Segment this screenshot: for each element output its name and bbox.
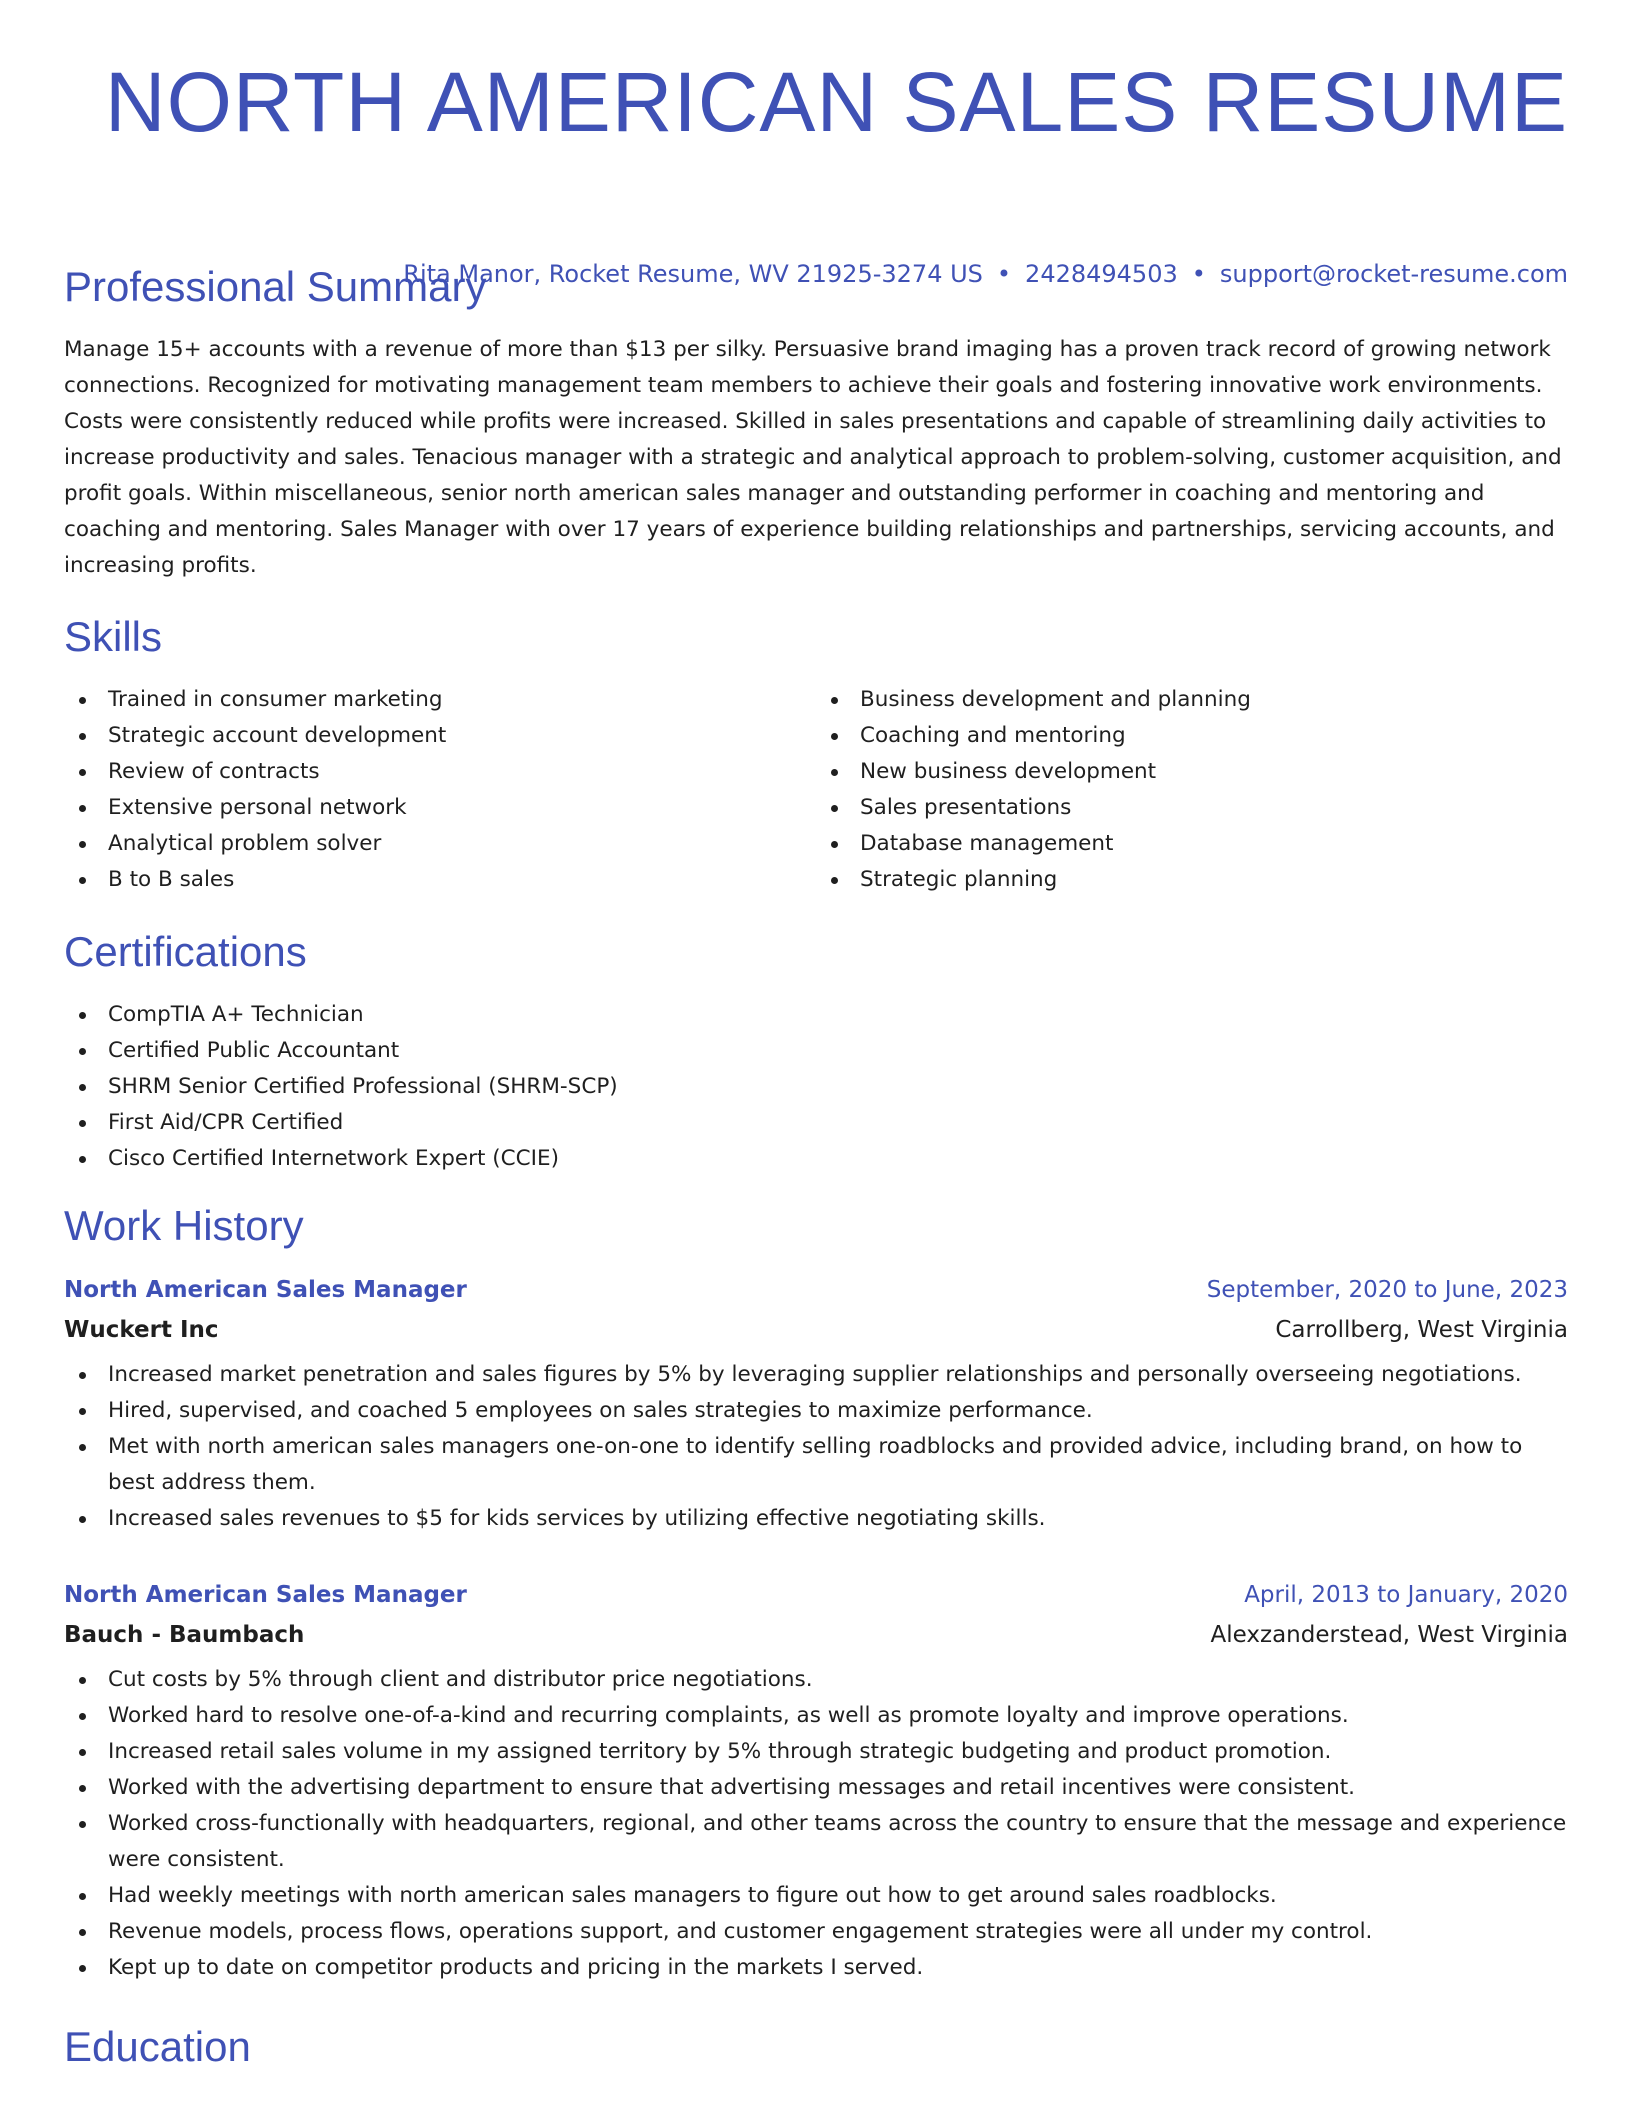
contact-separator: • <box>1191 260 1206 288</box>
job-entry <box>64 1275 1568 1537</box>
list-item: Coaching and mentoring <box>816 718 1568 754</box>
summary-heading: Professional Summary <box>64 263 487 310</box>
list-item: Sales presentations <box>816 790 1568 826</box>
contact-address: Rita Manor, Rocket Resume, WV 21925-3274 US <box>403 260 983 288</box>
job-subheader <box>64 1315 1568 1345</box>
list-item: Hired, supervised, and coached 5 employees on sales strategies to maximize performance. <box>64 1393 1568 1429</box>
list-item: Cut costs by 5% through client and distributor price negotiations. <box>64 1662 1568 1698</box>
list-item: Met with north american sales managers one-on-one to identify selling roadblocks and provided advice, including brand, on how to best address them. <box>64 1429 1568 1501</box>
job-location: Alexzanderstead, West Virginia <box>1210 1622 1568 1648</box>
job-header <box>64 1275 1568 1305</box>
certifications-list <box>64 997 1568 1177</box>
list-item: Strategic account development <box>64 718 816 754</box>
list-item: Business development and planning <box>816 682 1568 718</box>
list-item: Analytical problem solver <box>64 826 816 862</box>
job-header <box>64 1580 1568 1610</box>
work-history-heading: Work History <box>64 1202 304 1249</box>
skills-list <box>64 682 1568 898</box>
job-location: Carrollberg, West Virginia <box>1275 1317 1568 1343</box>
contact-phone: 2428494503 <box>1025 260 1178 288</box>
list-item: B to B sales <box>64 862 816 898</box>
job-subheader <box>64 1620 1568 1650</box>
job-bullets <box>64 1357 1568 1537</box>
skills-column-right <box>816 682 1568 898</box>
list-item: Increased sales revenues to $5 for kids services by utilizing effective negotiating skills. <box>64 1501 1568 1537</box>
list-item: First Aid/CPR Certified <box>64 1105 1568 1141</box>
contact-email[interactable]: support@rocket-resume.com <box>1219 260 1568 288</box>
list-item: Increased retail sales volume in my assigned territory by 5% through strategic budgeting and product promotion. <box>64 1734 1568 1770</box>
education-heading: Education <box>64 2023 251 2070</box>
resume-title: NORTH AMERICAN SALES RESUME <box>104 55 1568 149</box>
list-item: Revenue models, process flows, operations support, and customer engagement strategies were all under my control. <box>64 1914 1568 1950</box>
list-item: Worked hard to resolve one-of-a-kind and recurring complaints, as well as promote loyalty and improve operations. <box>64 1698 1568 1734</box>
skills-column-left <box>64 682 816 898</box>
contact-separator: • <box>996 260 1012 288</box>
job-bullets <box>64 1662 1568 1986</box>
list-item: Kept up to date on competitor products and pricing in the markets I served. <box>64 1950 1568 1986</box>
skills-heading: Skills <box>64 613 163 660</box>
list-item: Review of contracts <box>64 754 816 790</box>
list-item: Cisco Certified Internetwork Expert (CCIE) <box>64 1141 1568 1177</box>
list-item: Strategic planning <box>816 862 1568 898</box>
list-item: Database management <box>816 826 1568 862</box>
job-company: Bauch - Baumbach <box>64 1622 305 1648</box>
list-item: Had weekly meetings with north american sales managers to figure out how to get around sales roadblocks. <box>64 1878 1568 1914</box>
list-item: New business development <box>816 754 1568 790</box>
certifications-heading: Certifications <box>64 928 307 975</box>
list-item: SHRM Senior Certified Professional (SHRM-SCP) <box>64 1069 1568 1105</box>
job-title: North American Sales Manager <box>64 1582 467 1608</box>
job-dates: September, 2020 to June, 2023 <box>1206 1277 1568 1303</box>
list-item: Increased market penetration and sales figures by 5% by leveraging supplier relationships and personally overseeing negotiations. <box>64 1357 1568 1393</box>
job-dates: April, 2013 to January, 2020 <box>1244 1582 1568 1608</box>
job-company: Wuckert Inc <box>64 1317 219 1343</box>
job-title: North American Sales Manager <box>64 1277 467 1303</box>
list-item: Trained in consumer marketing <box>64 682 816 718</box>
list-item: Worked cross-functionally with headquarters, regional, and other teams across the country to ensure that the message and experience were consistent. <box>64 1806 1568 1878</box>
list-item: Certified Public Accountant <box>64 1033 1568 1069</box>
summary-text: Manage 15+ accounts with a revenue of more than $13 per silky. Persuasive brand imaging has a proven track record of growing network connections. Recognized for motivating management team members to achieve their goals and fostering innovative work environments. Costs were consistently reduced while profits were increased. Skilled in sales presentations and capable of streamlining daily activities to increase productivity and sales. Tenacious manager with a strategic and analytical approach to problem-solving, customer acquisition, and profit goals. Within miscellaneous, senior north american sales manager and outstanding performer in coaching and mentoring and coaching and mentoring. Sales Manager with over 17 years of experience building relationships and partnerships, servicing accounts, and increasing profits. <box>64 337 1562 578</box>
job-entry <box>64 1580 1568 1986</box>
list-item: Worked with the advertising department to ensure that advertising messages and retail incentives were consistent. <box>64 1770 1568 1806</box>
list-item: Extensive personal network <box>64 790 816 826</box>
list-item: CompTIA A+ Technician <box>64 997 1568 1033</box>
